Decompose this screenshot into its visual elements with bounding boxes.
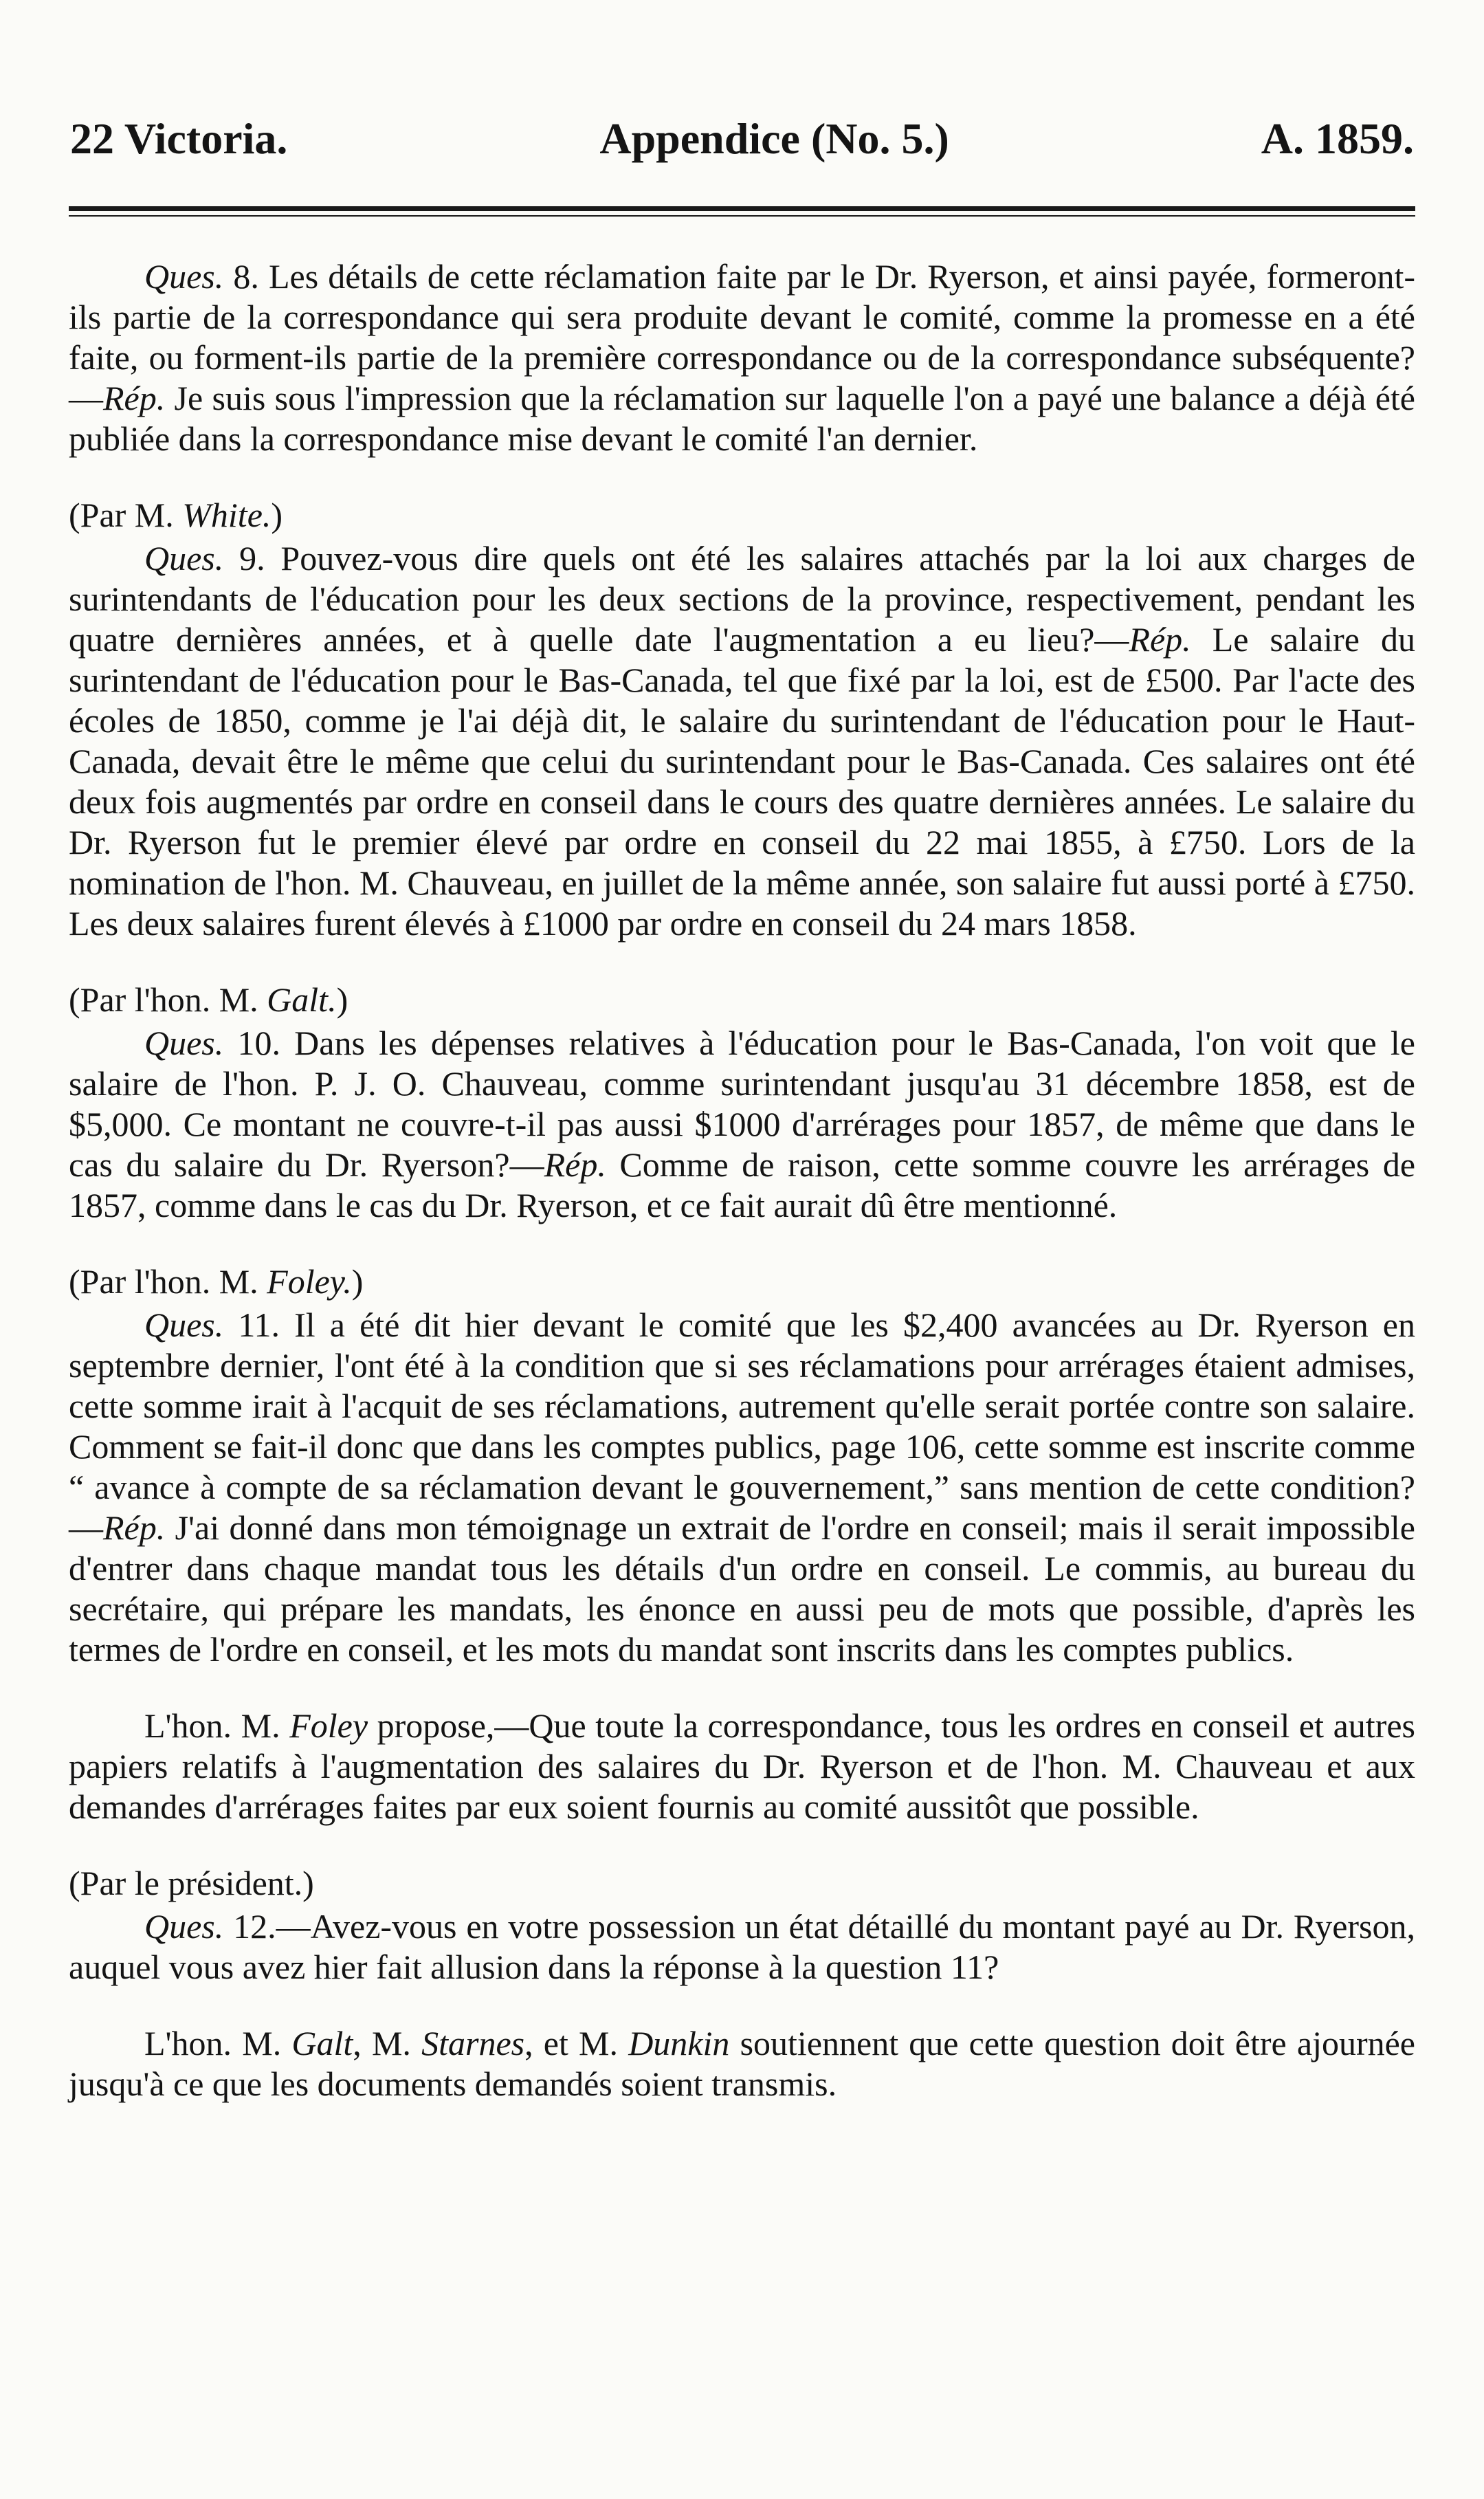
member-name-galt: Galt: [291, 2024, 353, 2062]
question-label: Ques.: [144, 1306, 224, 1344]
answer-label: Rép.: [103, 379, 166, 417]
header-year: A. 1859.: [1261, 114, 1414, 163]
question-text: 8. Les détails de cette réclamation faite par le Dr. Ryerson, et ainsi payée, formeront-ils partie de la correspondance qui sera produite devant le comité, comme la promesse en a été faite, ou forment-ils partie de la première correspondance ou de la correspondance subséquente?—: [69, 257, 1415, 417]
answer-text: Je suis sous l'impression que la réclamation sur laquelle l'on a payé une balance a déjà été publiée dans la correspondance mise devant le comité l'an dernier.: [69, 379, 1415, 458]
header-rule-thin: [69, 215, 1415, 217]
question-text: 12.—Avez-vous en votre possession un état détaillé du montant payé au Dr. Ryerson, auquel vous avez hier fait allusion dans la réponse à la question 11?: [69, 1907, 1415, 1986]
speaker-foley: (Par l'hon. M. Foley.): [69, 1262, 364, 1301]
motion-mover-name: Foley: [289, 1706, 368, 1745]
member-name-starnes: Starnes: [421, 2024, 525, 2062]
header-rule-thick: [69, 206, 1415, 211]
answer-text: J'ai donné dans mon témoignage un extrait de l'ordre en conseil; mais il serait impossible d'entrer dans chaque mandat tous les détails d'un ordre en conseil. Le commis, au bureau du secrétaire, qui prépare les mandats, les énonce en aussi peu de mots que possible, d'après les termes de l'ordre en conseil, et les mots du mandat sont inscrits dans les comptes publics.: [69, 1508, 1415, 1669]
question-label: Ques.: [144, 539, 224, 577]
answer-label: Rép.: [103, 1508, 166, 1547]
header-session: 22 Victoria.: [70, 114, 288, 163]
question-8: [69, 256, 1415, 459]
speaker-white: (Par M. White.): [69, 496, 283, 534]
question-text: 11. Il a été dit hier devant le comité que les $2,400 avancées au Dr. Ryerson en septembre dernier, l'ont été à la condition que si ses réclamations pour arrérages étaient admises, cette somme irait à l'acquit de ses réclamations, autrement qu'elle serait portée contre son salaire. Comment se fait-il donc que dans les comptes publics, page 106, cette somme est inscrite comme “ avance à compte de sa réclamation devant le gouvernement,” sans mention de cette condition?—: [69, 1306, 1415, 1547]
question-11: [69, 1305, 1415, 1670]
question-12: [69, 1906, 1415, 1988]
answer-text: Comme de raison, cette somme couvre les arrérages de 1857, comme dans le cas du Dr. Ryerson, et ce fait aurait dû être mentionné.: [69, 1145, 1416, 1224]
question-label: Ques.: [144, 1907, 224, 1946]
question-text: 10. Dans les dépenses relatives à l'éducation pour le Bas-Canada, l'on voit que le salaire de l'hon. P. J. O. Chauveau, comme surintendant jusqu'au 31 décembre 1858, est de $5,000. Ce montant ne couvre-t-il pas aussi $1000 d'arrérages pour 1857, de même que dans le cas du salaire du Dr. Ryerson?—: [69, 1024, 1415, 1184]
speaker-name: White.: [182, 496, 272, 534]
question-10: [69, 1023, 1415, 1226]
motion-foley: L'hon. M. Foley propose,—Que toute la correspondance, tous les ordres en conseil et autres papiers relatifs à l'augmentation des salaires du Dr. Ryerson et de l'hon. M. Chauveau et aux demandes d'arrérages faites par eux soient fournis au comité aussitôt que possible.: [69, 1706, 1415, 1826]
motion-text: propose,—Que toute la correspondance, tous les ordres en conseil et autres papiers relatifs à l'augmentation des salaires du Dr. Ryerson et de l'hon. M. Chauveau et aux demandes d'arrérages faites par eux soient fournis au comité aussitôt que possible.: [69, 1706, 1415, 1826]
question-text: 9. Pouvez-vous dire quels ont été les salaires attachés par la loi aux charges de surintendants de l'éducation pour les deux sections de la province, respectivement, pendant les quatre dernières années, et à quelle date l'augmentation a eu lieu?—: [69, 539, 1415, 659]
speaker-president: (Par le président.): [69, 1864, 314, 1902]
member-name-dunkin: Dunkin: [628, 2024, 730, 2062]
answer-text: Le salaire du surintendant de l'éducation pour le Bas-Canada, tel que fixé par la loi, est de £500. Par l'acte des écoles de 1850, comme je l'ai déjà dit, le salaire du surintendant de l'éducation pour le Haut-Canada, devait être le même que celui du surintendant pour le Bas-Canada. Ces salaires ont été deux fois augmentés par ordre en conseil dans le cours des quatre dernières années. Le salaire du Dr. Ryerson fut le premier élevé par ordre en conseil du 22 mai 1855, à £750. Lors de la nomination de l'hon. M. Chauveau, en juillet de la même année, son salaire fut aussi porté à £750. Les deux salaires furent élevés à £1000 par ordre en conseil du 24 mars 1858.: [69, 620, 1416, 943]
answer-label: Rép.: [1129, 620, 1191, 659]
question-9: [69, 538, 1415, 944]
header-appendix: Appendice (No. 5.): [599, 114, 949, 163]
closing-statement: L'hon. M. Galt, M. Starnes, et M. Dunkin soutiennent que cette question doit être ajournée jusqu'à ce que les documents demandés soient transmis.: [69, 2024, 1415, 2103]
question-label: Ques.: [144, 257, 224, 296]
speaker-name: Foley.: [267, 1262, 352, 1301]
speaker-name: Galt.: [267, 980, 337, 1019]
speaker-galt: (Par l'hon. M. Galt.): [69, 980, 348, 1019]
question-label: Ques.: [144, 1024, 224, 1062]
running-head: [69, 114, 1415, 163]
header-rule: [69, 206, 1415, 217]
answer-label: Rép.: [544, 1145, 606, 1184]
